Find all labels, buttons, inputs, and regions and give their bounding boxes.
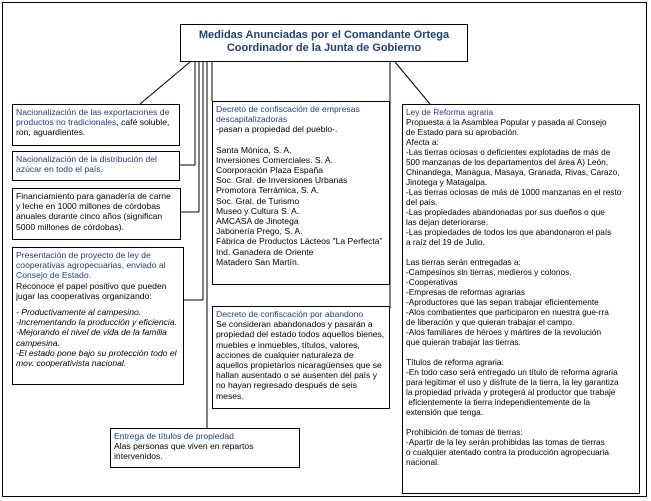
box-exportaciones [12, 104, 180, 146]
connector-exportaciones [140, 62, 190, 104]
reforma-line: de Estado para su aprobación. [406, 127, 520, 137]
titulos-body: Alas personas que viven en repartos intervenidos. [114, 441, 254, 462]
cooperativas-item: -Incrementando la producción y eficiencia. [16, 317, 177, 328]
reforma-line: -Las tierras ociosas de más de 1000 manzanas en el resto [406, 187, 622, 197]
decreto-empresas-heading: Decreto de confiscación de empresas descapitalizadoras [216, 104, 360, 125]
financiamiento-heading: Financiamiento para ganadería de carne y leche en 1000 millones de córdobas anuales durante cinco años (significan 5000 millones de córdobas). [16, 191, 171, 232]
reforma-line: -Campesinos sin tierras, medieros y colonos. [406, 267, 572, 277]
reforma-line: -En todo caso será entregado un título de reforma agraria [406, 367, 618, 377]
reforma-line [406, 247, 636, 257]
decreto-abandono-heading: Decreto de confiscación por abandono [216, 309, 364, 319]
empresa-item: Soc. Gral. de Inversiones Urbanas [216, 175, 348, 186]
empresa-item: Coorporación Plaza España [216, 165, 324, 176]
box-titulos [110, 428, 300, 468]
azucar-heading: Nacionalización de la distribución del azúcar en todo el país. [16, 154, 157, 175]
empresa-item: Inversiones Comerciales. S. A. [216, 154, 334, 165]
reforma-line: a raíz del 19 de Julio. [406, 237, 485, 247]
cooperativas-item: -El estado pone bajo su protección todo el mov. cooperativista nacional. [16, 347, 177, 369]
reforma-line: que quieran trabajar las tierras. [406, 337, 521, 347]
reforma-line: -Alos familiares de héroes y mártires de la revolución [406, 327, 602, 337]
empresa-item: Promotora Terrámica, S. A. [216, 185, 320, 196]
reforma-line: la propiedad privada y protegerá al productor que trabaje [406, 387, 616, 397]
reforma-line: -Cooperativas [406, 277, 458, 287]
exportaciones-heading: Nacionalización de las exportaciones de productos no tradicionales [16, 107, 170, 128]
reforma-body [406, 117, 636, 467]
reforma-line: -Empresas de reformas agrarias [406, 287, 525, 297]
reforma-line: Prohibición de tomas de tierras: [406, 427, 523, 437]
main-title-line1: Medidas Anunciadas por el Comandante Ortega [198, 29, 450, 41]
reforma-line [406, 417, 636, 427]
reforma-line: extensión que tenga. [406, 407, 484, 417]
box-cooperativas [12, 247, 184, 385]
empresa-item: Soc. Gral. de Turismo [216, 195, 300, 206]
connector-reforma [395, 62, 430, 104]
box-financiamiento [12, 188, 181, 240]
empresa-item: Jabonería Prego, S. A. [216, 226, 303, 237]
reforma-line: nacional. [406, 457, 440, 467]
reforma-line: las dejan deteriorarse. [406, 217, 489, 227]
reforma-line: Afecta a: [406, 137, 439, 147]
main-title-line2: Coordinador de la Junta de Gobierno [226, 42, 422, 54]
reforma-line: Las tierras serán entregadas a: [406, 257, 521, 267]
reforma-line [406, 347, 636, 357]
empresa-item: Matadero San Martín. [216, 256, 300, 267]
empresa-item: Santa Mónica, S. A. [216, 144, 292, 155]
cooperativas-intro: Reconoce el papel positivo que pueden jugar las cooperativas organizando: [16, 280, 167, 301]
decreto-abandono-body: Se consideran abandonados y pasarán a propiedad del estado todos aquellos bienes, muebles e inmuebles, títulos, valores, acciones de cualquier naturaleza de aquellos propietarios nicaragüenses que se hallan ausentado o se ausenten del país y no hayan regresado después de seis meses. [216, 319, 385, 401]
reforma-line: -Las propiedades abandonadas por sus dueños o que [406, 207, 605, 217]
reforma-line: -Apartir de la ley serán prohibidas las tomas de tierras [406, 437, 605, 447]
box-azucar [12, 151, 180, 181]
reforma-line: -Aproductores que las sepan trabajar eficientemente [406, 297, 599, 307]
reforma-line: Propuesta a la Asamblea Popular y pasada al Consejo [406, 117, 607, 127]
empresa-item: Ind. Ganadera de Oriente [216, 246, 314, 257]
cooperativas-item: -Mejorando el nivel de vida de la familia campesina. [16, 327, 167, 348]
reforma-line: de liberación y que quieran trabajar el campo. [406, 317, 575, 327]
reforma-line: Títulos de reforma agraria: [406, 357, 504, 367]
reforma-line: -Las tierras ociosas o deficientes explotadas de más de [406, 147, 611, 157]
cooperativas-heading: Presentación de proyecto de ley de cooperativas agropecuarias, enviado al Consejo de Estado. [16, 250, 166, 281]
decreto-empresas-sub: -pasan a propiedad del pueblo-. [216, 124, 338, 135]
reforma-heading: Ley de Reforma agraria [406, 107, 494, 117]
empresa-item: AMCASA de Jinotega [216, 216, 299, 227]
box-reforma-agraria [402, 104, 640, 494]
box-decreto-abandono [212, 306, 390, 409]
box-decreto-empresas [212, 101, 390, 285]
reforma-line: del país. [406, 197, 438, 207]
reforma-line: Jinotega y Matagalpa. [406, 177, 488, 187]
reforma-line: -Alos combatientes que participaron en nuestra gue-rra [406, 307, 609, 317]
cooperativas-item: - Productivamente al campesino. [16, 307, 142, 318]
reforma-line: -Las propiedades de todos los que abandonaron el país [406, 227, 612, 237]
reforma-line: 500 manzanas de los departamentos del área A) León, [406, 157, 609, 167]
reforma-line: para legitimar el uso y disfrute de la tierra, la ley garantiza [406, 377, 619, 387]
reforma-line: Chinandega, Managua, Masaya, Granada, Rivas, Carazo, [406, 167, 620, 177]
reforma-line: o cualquier atentado contra la producción agropecuaria [406, 447, 609, 457]
reforma-line: eficientemente la tierra independientemente de la [406, 397, 591, 407]
empresa-item: Fábrica de Productos Lácteos "La Perfecta" [216, 236, 383, 247]
titulos-heading: Entrega de títulos de propiedad [114, 431, 234, 441]
main-title-box [180, 24, 468, 62]
empresa-item: Museo y Cultura S. A. [216, 205, 300, 216]
exportaciones-body: , café soluble, ron, aguardientes. [16, 117, 170, 138]
